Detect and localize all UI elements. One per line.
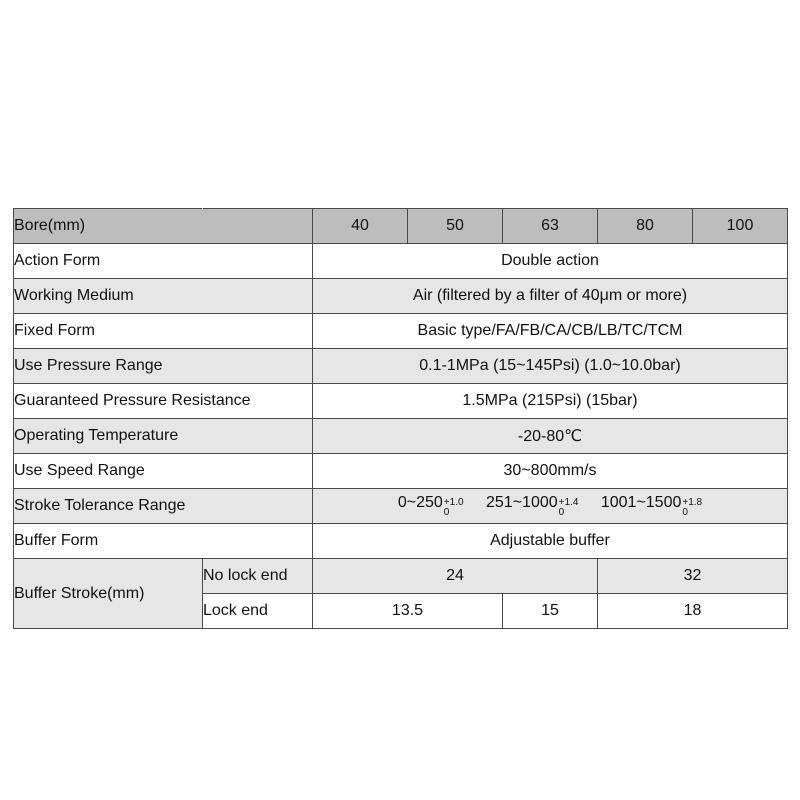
- action-form-value: Double action: [313, 244, 788, 279]
- operating-temperature-label: Operating Temperature: [14, 419, 313, 454]
- tolerance-lower: 0: [558, 507, 565, 518]
- tolerance-range: 1001~1500: [600, 494, 682, 511]
- bore-100: 100: [693, 209, 788, 244]
- working-medium-value: Air (filtered by a filter of 40μm or more): [313, 279, 788, 314]
- specification-table: [13, 208, 788, 629]
- lock-end-label: Lock end: [203, 594, 313, 629]
- bore-63: 63: [503, 209, 598, 244]
- tolerance-upper: +1.8: [682, 497, 703, 508]
- tolerance-item: [398, 494, 464, 518]
- working-medium-row: [14, 279, 788, 314]
- no-lock-end-value: 32: [598, 559, 788, 594]
- bore-40: 40: [313, 209, 408, 244]
- action-form-row: [14, 244, 788, 279]
- bore-label: Bore(mm): [14, 209, 203, 244]
- tolerance-upper: +1.0: [443, 497, 464, 508]
- stroke-tolerance-value: [313, 489, 788, 524]
- pressure-resistance-row: [14, 384, 788, 419]
- buffer-form-row: [14, 524, 788, 559]
- pressure-range-value: 0.1-1MPa (15~145Psi) (1.0~10.0bar): [313, 349, 788, 384]
- bore-50: 50: [408, 209, 503, 244]
- tolerance-lower: 0: [443, 507, 450, 518]
- lock-end-value: 15: [503, 594, 598, 629]
- buffer-stroke-label: Buffer Stroke(mm): [14, 559, 203, 629]
- tolerance-range: 251~1000: [486, 494, 558, 511]
- header-row: [14, 209, 788, 244]
- operating-temperature-value: -20-80℃: [313, 419, 788, 454]
- operating-temperature-row: [14, 419, 788, 454]
- speed-range-value: 30~800mm/s: [313, 454, 788, 489]
- action-form-label: Action Form: [14, 244, 313, 279]
- tolerance-range: 0~250: [397, 494, 443, 511]
- stroke-tolerance-row: [14, 489, 788, 524]
- pressure-range-row: [14, 349, 788, 384]
- fixed-form-label: Fixed Form: [14, 314, 313, 349]
- pressure-resistance-label: Guaranteed Pressure Resistance: [14, 384, 313, 419]
- no-lock-end-label: No lock end: [203, 559, 313, 594]
- tolerance-item: [601, 494, 702, 518]
- header-blank-cell: [203, 209, 313, 244]
- tolerance-upper: +1.4: [558, 497, 579, 508]
- buffer-form-label: Buffer Form: [14, 524, 313, 559]
- bore-80: 80: [598, 209, 693, 244]
- lock-end-value: 18: [598, 594, 788, 629]
- no-lock-end-value: 24: [313, 559, 598, 594]
- pressure-range-label: Use Pressure Range: [14, 349, 313, 384]
- fixed-form-value: Basic type/FA/FB/CA/CB/LB/TC/TCM: [313, 314, 788, 349]
- working-medium-label: Working Medium: [14, 279, 313, 314]
- speed-range-row: [14, 454, 788, 489]
- lock-end-value: 13.5: [313, 594, 503, 629]
- tolerance-lower: 0: [682, 507, 688, 518]
- fixed-form-row: [14, 314, 788, 349]
- speed-range-label: Use Speed Range: [14, 454, 313, 489]
- stroke-tolerance-label: Stroke Tolerance Range: [14, 489, 313, 524]
- tolerance-item: [486, 494, 578, 518]
- pressure-resistance-value: 1.5MPa (215Psi) (15bar): [313, 384, 788, 419]
- buffer-form-value: Adjustable buffer: [313, 524, 788, 559]
- buffer-stroke-no-lock-row: [14, 559, 788, 594]
